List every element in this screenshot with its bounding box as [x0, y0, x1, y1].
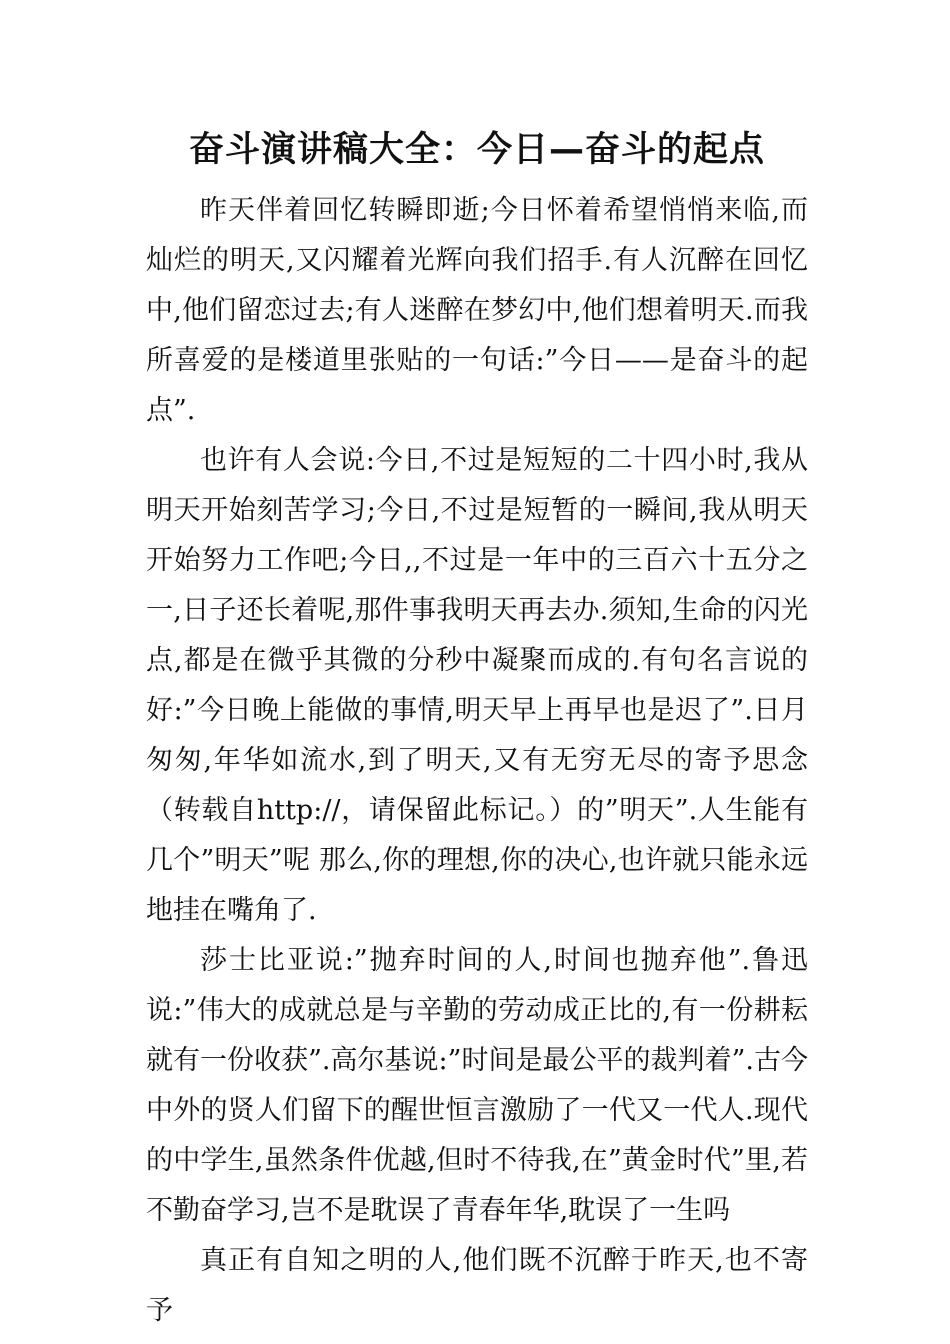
- paragraph-4: 真正有自知之明的人,他们既不沉醉于昨天,也不寄予: [146, 1245, 808, 1326]
- document-title: 奋斗演讲稿大全：今日—奋斗的起点: [188, 130, 765, 170]
- document-body: [146, 122, 808, 1336]
- paragraph-1: 昨天伴着回忆转瞬即逝;今日怀着希望悄悄来临,而灿烂的明天,又闪耀着光辉向我们招手.有人沉醉在回忆中,他们留恋过去;有人迷醉在梦幻中,他们想着明天.而我所喜爱的是楼道里张贴的一句话:”今日——是奋斗的起点”.: [146, 195, 808, 426]
- paragraph-3: 莎士比亚说:”抛弃时间的人,时间也抛弃他”.鲁迅说:”伟大的成就总是与辛勤的劳动成正比的,有一份耕耘就有一份收获”.高尔基说:”时间是最公平的裁判着”.古今中外的贤人们留下的醒世恒言激励了一代又一代人.现代的中学生,虽然条件优越,但时不待我,在”黄金时代”里,若不勤奋学习,岂不是耽误了青春年华,耽误了一生吗: [146, 945, 808, 1226]
- paragraph-2: 也许有人会说:今日,不过是短短的二十四小时,我从明天开始刻苦学习;今日,不过是短暂的一瞬间,我从明天开始努力工作吧;今日,,不过是一年中的三百六十五分之一,日子还长着呢,那件事我明天再去办.须知,生命的闪光点,都是在微乎其微的分秒中凝聚而成的.有句名言说的好:”今日晚上能做的事情,明天早上再早也是迟了”.日月匆匆,年华如流水,到了明天,又有无穷无尽的寄予思念（转载自http://，请保留此标记。）的”明天”.人生能有几个”明天”呢 那么,你的理想,你的决心,也许就只能永远地挂在嘴角了.: [146, 445, 808, 926]
